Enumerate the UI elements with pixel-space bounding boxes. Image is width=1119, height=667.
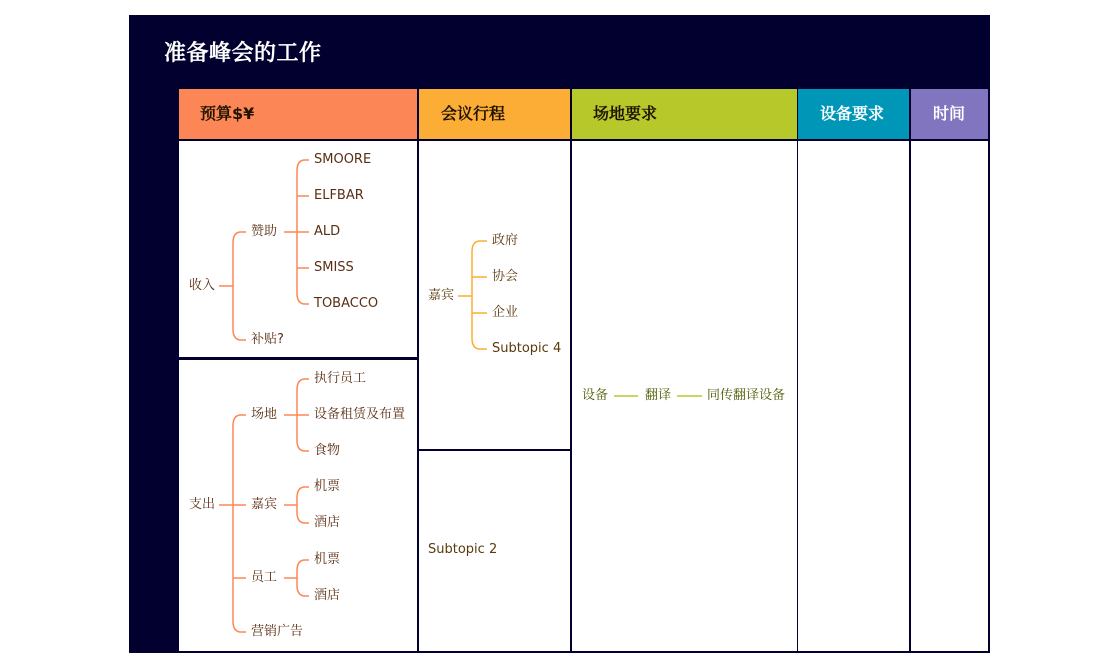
venue-chain-item[interactable]: 同传翻译设备	[707, 388, 786, 403]
column-header-equipment[interactable]: 设备要求	[798, 89, 909, 139]
agenda-guests-label[interactable]: 嘉宾	[428, 288, 455, 303]
venue-chain-item[interactable]: 翻译	[645, 388, 672, 403]
page-title: 准备峰会的工作	[164, 41, 322, 66]
sponsor-item[interactable]: ALD	[314, 224, 341, 239]
sponsor-item[interactable]: SMOORE	[314, 152, 372, 167]
expense-staff-item[interactable]: 机票	[314, 552, 341, 567]
agenda-guests-item[interactable]: 企业	[492, 305, 519, 320]
expense-staff-label[interactable]: 员工	[251, 570, 278, 585]
expense-guests-item[interactable]: 机票	[314, 479, 341, 494]
column-header-venue[interactable]: 场地要求	[572, 89, 797, 139]
budget-sponsorship-label[interactable]: 赞助	[251, 224, 278, 239]
expense-staff-item[interactable]: 酒店	[314, 588, 341, 603]
sponsor-item[interactable]: ELFBAR	[314, 188, 364, 203]
column-header-budget[interactable]: 预算$¥	[179, 89, 417, 139]
agenda-guests-item[interactable]: Subtopic 4	[492, 341, 562, 356]
expense-venue-label[interactable]: 场地	[251, 407, 278, 422]
expense-guests-label[interactable]: 嘉宾	[251, 497, 278, 512]
agenda-guests-item[interactable]: 政府	[492, 233, 519, 248]
expense-marketing-label[interactable]: 营销广告	[251, 624, 304, 639]
agenda-connectors	[458, 241, 487, 349]
budget-income-label[interactable]: 收入	[189, 278, 216, 293]
expense-guests-item[interactable]: 酒店	[314, 515, 341, 530]
agenda-guests-item[interactable]: 协会	[492, 269, 519, 284]
expense-venue-item[interactable]: 设备租赁及布置	[314, 407, 406, 422]
expense-venue-item[interactable]: 食物	[314, 443, 341, 458]
column-header-time[interactable]: 时间	[911, 89, 988, 139]
budget-subsidy-label[interactable]: 补贴?	[251, 332, 284, 347]
sponsor-item[interactable]: SMISS	[314, 260, 354, 275]
agenda-subtopic2[interactable]: Subtopic 2	[428, 542, 498, 557]
budget-expense-label[interactable]: 支出	[189, 497, 216, 512]
column-header-agenda[interactable]: 会议行程	[419, 89, 570, 139]
venue-chain-item[interactable]: 设备	[582, 388, 609, 403]
expense-venue-item[interactable]: 执行员工	[314, 371, 367, 386]
sponsor-item[interactable]: TOBACCO	[314, 296, 379, 311]
